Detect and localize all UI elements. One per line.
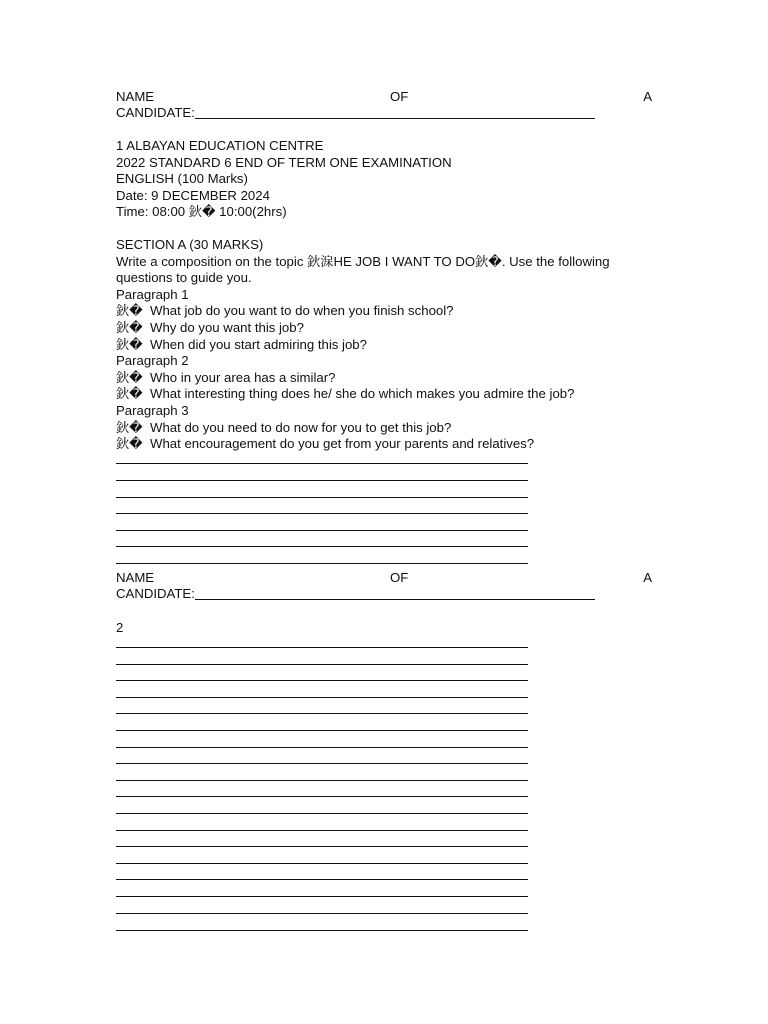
candidate-label: CANDIDATE: xyxy=(116,105,195,120)
writing-line[interactable] xyxy=(116,830,528,831)
writing-line[interactable] xyxy=(116,497,528,498)
time-line: Time: 08:00 鈥� 10:00(2hrs) xyxy=(116,204,287,220)
section-title: SECTION A (30 MARKS) xyxy=(116,237,264,252)
writing-line[interactable] xyxy=(116,796,528,797)
writing-line[interactable] xyxy=(116,680,528,681)
question-text: Why do you want this job? xyxy=(150,319,304,335)
a-word: A xyxy=(643,570,652,585)
question-text: What do you need to do now for you to get this job? xyxy=(150,419,452,435)
name-header xyxy=(116,89,652,106)
writing-line[interactable] xyxy=(116,879,528,880)
bullet-marker: 鈥� xyxy=(116,319,143,335)
list-item xyxy=(116,337,610,354)
name-word: NAME xyxy=(116,570,155,585)
question-text: What interesting thing does he/ she do which makes you admire the job? xyxy=(150,386,575,402)
question-text: When did you start admiring this job? xyxy=(150,336,367,352)
writing-line[interactable] xyxy=(116,730,528,731)
list-item xyxy=(116,386,610,403)
list-item xyxy=(116,303,610,320)
bullet-marker: 鈥� xyxy=(116,419,143,435)
writing-line[interactable] xyxy=(116,896,528,897)
bullet-marker: 鈥� xyxy=(116,369,143,385)
bullet-marker: 鈥� xyxy=(116,386,143,402)
name-header xyxy=(116,570,652,587)
writing-line[interactable] xyxy=(116,463,528,464)
of-word: OF xyxy=(390,570,409,585)
of-word: OF xyxy=(390,89,409,104)
candidate-name-blank[interactable] xyxy=(195,105,595,119)
writing-line[interactable] xyxy=(116,930,528,931)
writing-line[interactable] xyxy=(116,697,528,698)
writing-line[interactable] xyxy=(116,863,528,864)
question-text: What job do you want to do when you finish school? xyxy=(150,303,454,319)
writing-line[interactable] xyxy=(116,546,528,547)
subject-line: ENGLISH (100 Marks) xyxy=(116,171,248,187)
date-line: Date: 9 DECEMBER 2024 xyxy=(116,187,270,203)
list-item xyxy=(116,420,610,437)
page-number: 1 xyxy=(116,138,124,153)
writing-line[interactable] xyxy=(116,780,528,781)
writing-line[interactable] xyxy=(116,647,528,648)
list-item xyxy=(116,320,610,337)
paragraph-2-label: Paragraph 2 xyxy=(116,353,189,369)
school-info xyxy=(116,138,452,221)
writing-line[interactable] xyxy=(116,563,528,564)
candidate-line xyxy=(116,586,595,603)
writing-line[interactable] xyxy=(116,747,528,748)
bullet-marker: 鈥� xyxy=(116,303,143,319)
list-item xyxy=(116,436,610,453)
centre-line xyxy=(116,138,452,155)
question-text: Who in your area has a similar? xyxy=(150,369,336,385)
writing-line[interactable] xyxy=(116,664,528,665)
writing-line[interactable] xyxy=(116,480,528,481)
bullet-marker: 鈥� xyxy=(116,436,143,452)
instruction-line-1: Write a composition on the topic 鈥淭HE JOB I WANT TO DO鈥�. Use the following xyxy=(116,253,610,269)
name-word: NAME xyxy=(116,89,155,104)
section-a xyxy=(116,237,610,453)
question-text: What encouragement do you get from your parents and relatives? xyxy=(150,436,535,452)
writing-line[interactable] xyxy=(116,913,528,914)
exam-title: 2022 STANDARD 6 END OF TERM ONE EXAMINATION xyxy=(116,154,452,170)
candidate-line xyxy=(116,105,595,122)
page-number: 2 xyxy=(116,620,124,635)
writing-line[interactable] xyxy=(116,713,528,714)
writing-line[interactable] xyxy=(116,813,528,814)
bullet-marker: 鈥� xyxy=(116,336,143,352)
candidate-name-blank[interactable] xyxy=(195,586,595,600)
paragraph-1-label: Paragraph 1 xyxy=(116,286,189,302)
writing-line[interactable] xyxy=(116,513,528,514)
paragraph-3-label: Paragraph 3 xyxy=(116,402,189,418)
instruction-line-2: questions to guide you. xyxy=(116,270,252,286)
list-item xyxy=(116,370,610,387)
writing-line[interactable] xyxy=(116,763,528,764)
candidate-label: CANDIDATE: xyxy=(116,586,195,601)
writing-line[interactable] xyxy=(116,846,528,847)
a-word: A xyxy=(643,89,652,104)
writing-line[interactable] xyxy=(116,530,528,531)
centre-name: ALBAYAN EDUCATION CENTRE xyxy=(126,138,324,153)
